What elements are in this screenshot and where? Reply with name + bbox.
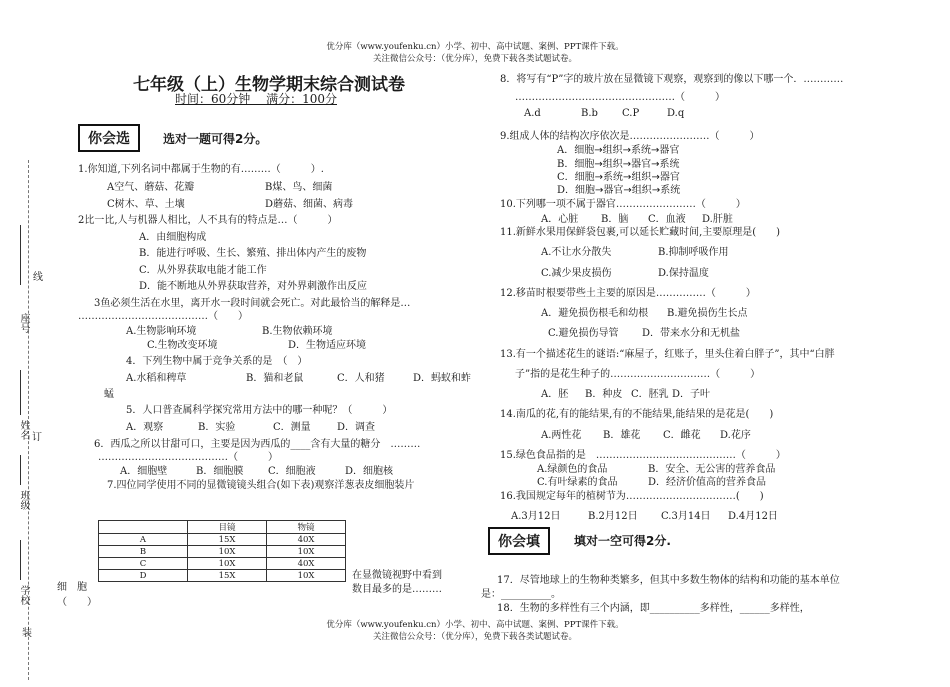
arrow-right-icon: → [594, 145, 603, 156]
q12-option-a: A．避免损伤根毛和幼根 [541, 308, 649, 319]
section-fill-note: 填对一空可得2分. [574, 534, 671, 548]
q4-option-d-cont: 蜢 [104, 389, 114, 400]
q10-option-b: B．脑 [601, 214, 629, 225]
section-choose-label: 你会选 [78, 124, 140, 152]
margin-zhuang: 装 [22, 628, 32, 639]
q9b-item-2: 组织 [602, 159, 623, 170]
q9d-item-1: D．细胞 [557, 185, 596, 196]
q10-option-c: C．血液 [648, 214, 686, 225]
q3-option-d: D．生物适应环境 [288, 340, 367, 351]
table-header-row [99, 521, 346, 534]
footer-line-1: 优分库（www.youfenku.cn）小学、初中、高中试题、案例、PPT课件下载。 [326, 620, 624, 630]
q15-option-b: B．安全、无公害的营养食品 [648, 464, 776, 475]
q11-option-a: A.不让水分散失 [541, 247, 612, 258]
q5-option-c: C．测量 [273, 422, 311, 433]
arrow-right-icon: → [623, 172, 632, 183]
q4-option-d: D．蚂蚁和蚱 [413, 373, 472, 384]
margin-zuohao: 座号 [18, 313, 29, 333]
q7-text-f: （ ） [57, 597, 97, 608]
q9d-item-4: 系统 [660, 185, 681, 196]
table-cell: A [99, 534, 188, 546]
banji-blank [20, 455, 21, 485]
microscope-table [98, 520, 346, 582]
q13-option-a: A．胚 [541, 389, 569, 400]
q5-option-b: B．实验 [198, 422, 236, 433]
q15-text: 15.绿色食品指的是 ……………………………………（ ） [500, 450, 786, 461]
q15-option-d: D．经济价值高的营养食品 [648, 477, 767, 488]
table-header-cell: 目镜 [188, 521, 267, 534]
table-cell: B [99, 546, 188, 558]
q8-option-a: A.d [524, 108, 541, 119]
table-cell: 10X [267, 570, 346, 582]
q11-option-d: D.保持温度 [658, 268, 709, 279]
q6-option-b: B．细胞膜 [196, 466, 244, 477]
q14-option-d: D.花序 [720, 430, 751, 441]
q1-option-a: A空气、蘑菇、花瓣 [107, 182, 195, 193]
q13-text-cont: 子”指的是花生种子的…………………………（ ） [515, 369, 761, 380]
q9c-item-4: 器官 [659, 172, 680, 183]
q16-text: 16.我国规定每年的植树节为……………………………( ) [500, 491, 764, 502]
q9a-item-1: A．细胞 [557, 145, 595, 156]
xingming-blank [20, 370, 21, 415]
q9b-item-1: B．细胞 [557, 159, 595, 170]
q12-option-d: D．带来水分和无机盐 [642, 328, 741, 339]
q6-text-cont: …………………………………（ ） [98, 452, 278, 463]
q8-text-cont: …………………………………………（ ） [515, 92, 725, 103]
margin-xian: 线 [33, 272, 43, 283]
q1-option-c: C树木、草、土壤 [107, 199, 185, 210]
q9d-item-3: 组织 [631, 185, 652, 196]
footer-line-2: 关注微信公众号：（优分库），免费下载各类试题试卷。 [372, 632, 577, 642]
arrow-right-icon: → [651, 145, 660, 156]
q2-option-d: D．能不断地从外界获取营养，对外界刺激作出反应 [139, 281, 368, 292]
q13-option-b: B．种皮 [585, 389, 623, 400]
xuexiao-blank [20, 540, 21, 580]
q2-text: 2比一比,人与机器人相比，人不具有的特点是…（ ） [78, 215, 338, 226]
arrow-right-icon: → [651, 159, 660, 170]
q1-option-b: B煤、鸟、细菌 [265, 182, 333, 193]
table-cell: D [99, 570, 188, 582]
arrow-right-icon: → [651, 185, 661, 196]
q11-option-c: C.减少果皮损伤 [541, 268, 612, 279]
table-header-cell [99, 521, 188, 534]
q13-text: 13.有一个描述花生的谜语:“麻屋子，红账子，里头住着白胖子”，其中“白胖 [500, 349, 835, 360]
q9d-item-2: 器官 [603, 185, 624, 196]
q5-text: 5．人口普查属科学探究常用方法中的哪一种呢？（ ） [126, 405, 393, 416]
q6-option-d: D．细胞核 [345, 466, 394, 477]
q9a-item-3: 系统 [631, 145, 652, 156]
q4-text: 4．下列生物中属于竞争关系的是 （ ） [126, 356, 308, 367]
q9b-item-4: 系统 [659, 159, 680, 170]
q13-option-c: C．胚乳 [631, 389, 669, 400]
q6-option-c: C．细胞液 [268, 466, 316, 477]
q12-option-c: C.避免损伤导管 [548, 328, 619, 339]
q11-text: 11.新鲜水果用保鲜袋包裹,可以延长贮藏时间,主要原理是( ) [500, 227, 781, 238]
margin-ding: 订 [32, 432, 42, 443]
q14-option-a: A.两性花 [541, 430, 582, 441]
q15-option-a: A.绿颜色的食品 [537, 464, 608, 475]
margin-banji: 班级 [18, 490, 29, 510]
q3-text-cont: …………………………………（ ） [78, 311, 248, 322]
q16-option-c: C.3月14日 [661, 511, 711, 522]
arrow-right-icon: → [622, 145, 632, 156]
q7-text-c: 在显微镜视野中看到 [352, 570, 442, 581]
q16-option-a: A.3月12日 [511, 511, 561, 522]
page-subtitle: 时间：60分钟 满分：100分 [175, 92, 337, 106]
section-choose-note: 选对一题可得2分。 [163, 132, 268, 146]
q14-option-c: C．雌花 [663, 430, 701, 441]
q9c-item-1: C．细胞 [557, 172, 595, 183]
q9a-item-2: 组织 [602, 145, 623, 156]
section-fill-label: 你会填 [488, 527, 550, 555]
arrow-right-icon: → [595, 185, 604, 196]
q6-option-a: A．细胞壁 [120, 466, 168, 477]
q17-text-cont: 是：__________。 [481, 589, 561, 600]
q5-option-d: D．调查 [337, 422, 376, 433]
table-row [99, 534, 346, 546]
q10-option-d: D.肝脏 [702, 214, 733, 225]
header-line-1: 优分库（www.youfenku.cn）小学、初中、高中试题、案例、PPT课件下载。 [326, 42, 624, 52]
table-cell: 40X [267, 558, 346, 570]
table-header-cell: 物镜 [267, 521, 346, 534]
q9a-item-4: 器官 [659, 145, 680, 156]
q9c-item-3: 组织 [631, 172, 652, 183]
margin-xuexiao: 学校 [18, 585, 29, 605]
q16-option-b: B.2月12日 [588, 511, 638, 522]
q14-text: 14.南瓜的花,有的能结果,有的不能结果,能结果的是花是( ) [500, 409, 774, 420]
header-line-2: 关注微信公众号：（优分库），免费下载各类试题试卷。 [372, 54, 577, 64]
page-title: 七年级（上）生物学期末综合测试卷 [133, 75, 405, 95]
table-cell: 40X [267, 534, 346, 546]
q7-text: 7.四位同学使用不同的显微镜镜头组合(如下表)观察洋葱表皮细胞装片 [107, 480, 415, 491]
q9-option-d [557, 181, 680, 196]
q7-text-e: 细 胞 [57, 582, 87, 593]
q3-option-c: C.生物改变环境 [147, 340, 218, 351]
margin-xingming: 姓名 [18, 420, 29, 440]
q11-option-b: B.抑制呼吸作用 [658, 247, 729, 258]
q13-option-d: D．子叶 [672, 389, 711, 400]
q4-option-b: B．猫和老鼠 [246, 373, 304, 384]
q10-option-a: A．心脏 [541, 214, 579, 225]
q18-text: 18．生物的多样性有三个内涵，即__________多样性，______多样性， [497, 603, 810, 614]
q9-text: 9.组成人体的结构次序依次是……………………（ ） [500, 131, 760, 142]
q4-option-c: C．人和猪 [337, 373, 385, 384]
q2-option-c: C．从外界获取电能才能工作 [139, 265, 267, 276]
table-row [99, 546, 346, 558]
q9c-item-2: 系统 [603, 172, 624, 183]
table-cell: 15X [188, 570, 267, 582]
q8-option-d: D.q [667, 108, 685, 119]
q6-text: 6．西瓜之所以甘甜可口，主要是因为西瓜的____含有大量的糖分 ……… [94, 439, 421, 450]
q7-text-d: 数目最多的是……… [352, 584, 442, 595]
q17-text: 17．尽管地球上的生物种类繁多，但其中多数生物体的结构和功能的基本单位 [497, 575, 840, 586]
arrow-right-icon: → [651, 172, 660, 183]
arrow-right-icon: → [622, 159, 632, 170]
q16-option-d: D.4月12日 [728, 511, 778, 522]
q1-option-d: D蘑菇、细菌、病毒 [265, 199, 354, 210]
q4-option-a: A.水稻和稗草 [126, 373, 187, 384]
q3-option-a: A.生物影响环境 [126, 326, 197, 337]
q3-text: 3鱼必须生活在水里，离开水一段时间就会死亡。对此最恰当的解释是… [94, 298, 411, 309]
table-cell: C [99, 558, 188, 570]
arrow-right-icon: → [594, 159, 603, 170]
arrow-right-icon: → [623, 185, 632, 196]
table-row [99, 558, 346, 570]
q3-option-b: B.生物依赖环境 [262, 326, 333, 337]
q8-text: 8．将写有“P”字的玻片放在显微镜下观察，观察到的像以下哪一个．………… [500, 74, 844, 85]
table-cell: 15X [188, 534, 267, 546]
arrow-right-icon: → [594, 172, 604, 183]
table-cell: 10X [188, 558, 267, 570]
q14-option-b: B．雄花 [603, 430, 641, 441]
zuohao-blank [20, 225, 21, 285]
q15-option-c: C.有叶绿素的食品 [537, 477, 618, 488]
q9b-item-3: 器官 [631, 159, 652, 170]
table-cell: 10X [267, 546, 346, 558]
table-row [99, 570, 346, 582]
q2-option-a: A．由细胞构成 [139, 232, 207, 243]
q12-text: 12.移苗时根要带些土主要的原因是……………（ ） [500, 288, 756, 299]
q10-text: 10.下列哪一项不属于器官……………………（ ） [500, 199, 746, 210]
q9-option-a [557, 141, 679, 156]
q2-option-b: B．能进行呼吸、生长、繁殖、排出体内产生的废物 [139, 248, 367, 259]
q8-option-c: C.P [622, 108, 640, 119]
q12-option-b: B.避免损伤生长点 [667, 308, 748, 319]
q5-option-a: A．观察 [126, 422, 164, 433]
table-cell: 10X [188, 546, 267, 558]
q1-text: 1.你知道,下列名词中都属于生物的有………（ ）. [78, 164, 324, 175]
q8-option-b: B.b [581, 108, 598, 119]
